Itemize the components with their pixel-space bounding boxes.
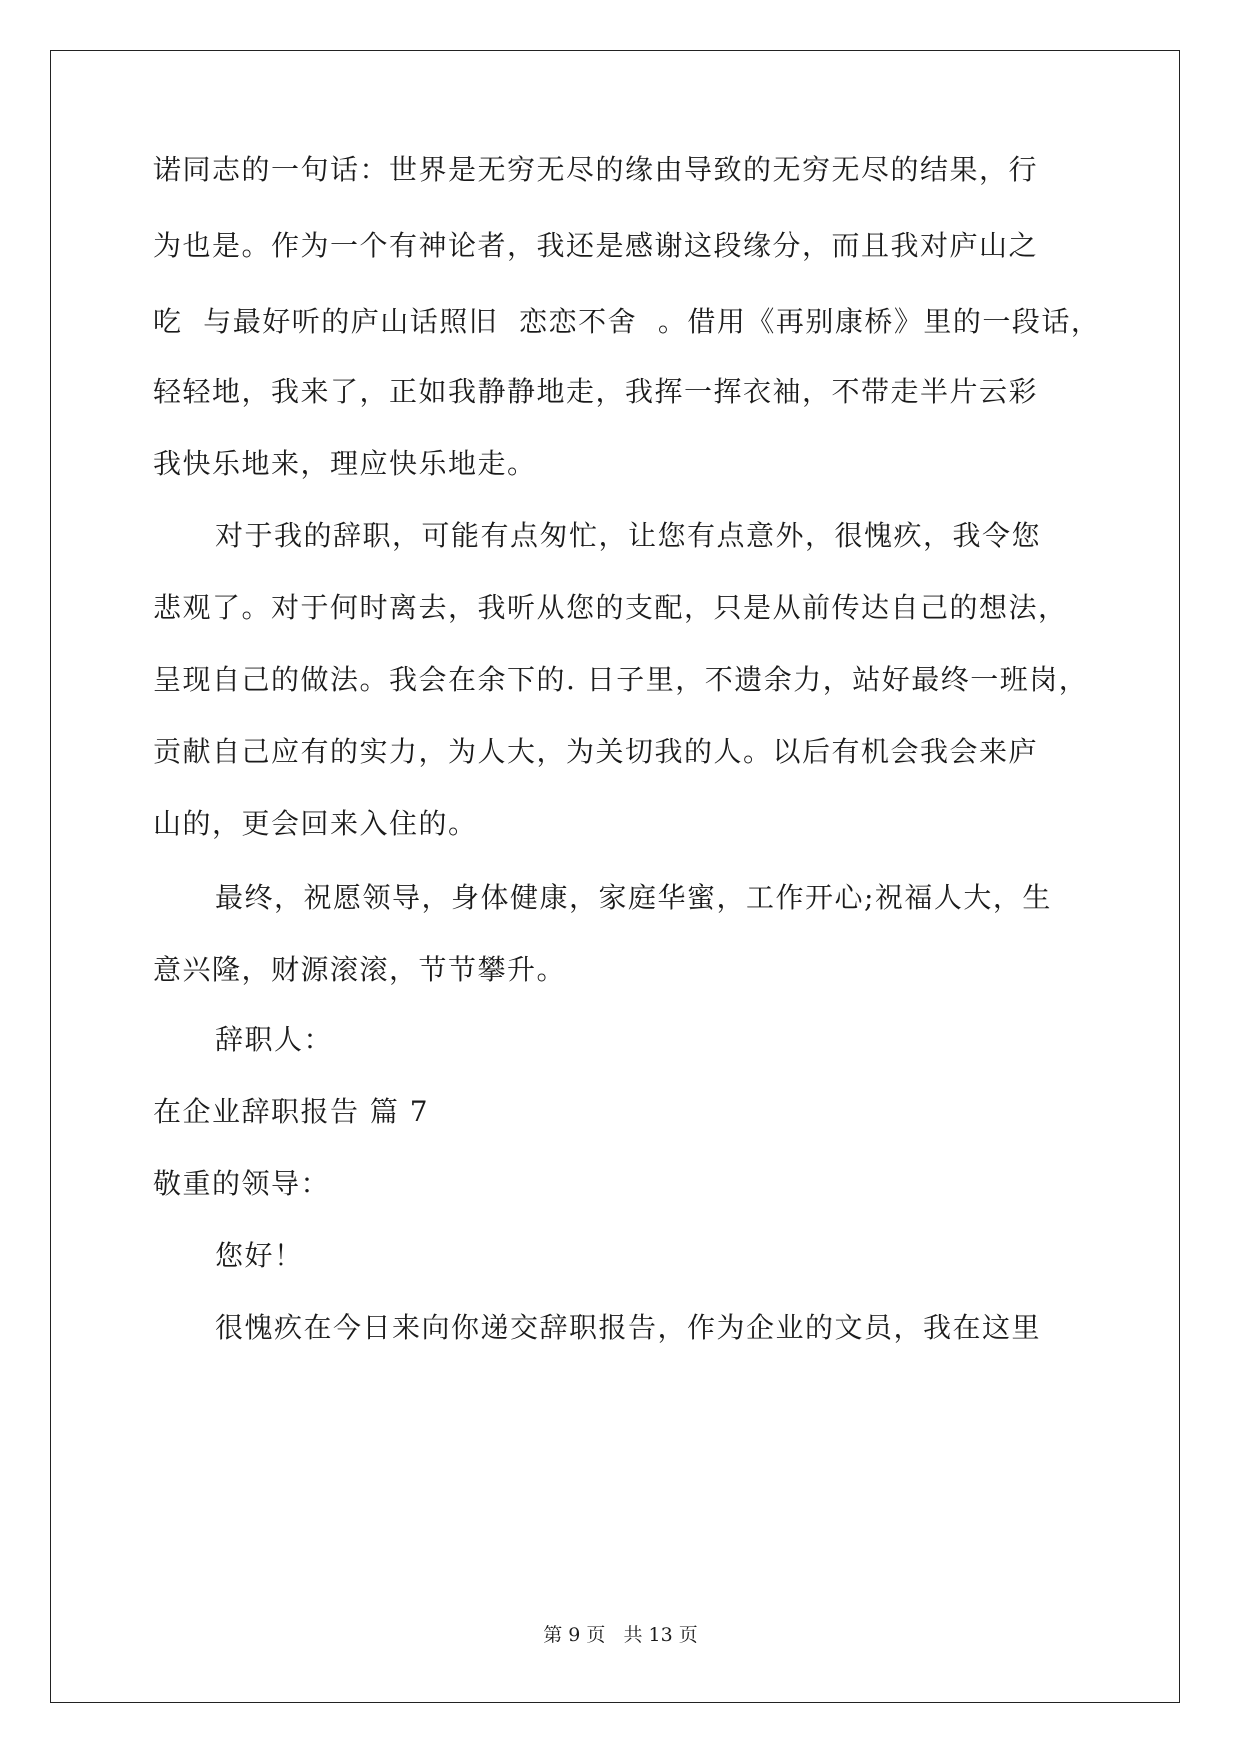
salutation: 敬重的领导： xyxy=(153,1167,331,1200)
body-line: 诺同志的一句话：世界是无穷无尽的缘由导致的无穷无尽的结果，行 xyxy=(153,153,1039,186)
page-border xyxy=(50,50,1180,1703)
body-line: 我快乐地来，理应快乐地走。 xyxy=(153,447,537,480)
body-line: 意兴隆，财源滚滚，节节攀升。 xyxy=(153,953,567,986)
body-line: 吃 与最好听的庐山话照旧 恋恋不舍 。借用《再别康桥》里的一段话， xyxy=(153,305,1101,338)
body-line: 为也是。作为一个有神论者，我还是感谢这段缘分，而且我对庐山之 xyxy=(153,229,1039,262)
body-line: 很愧疚在今日来向你递交辞职报告，作为企业的文员，我在这里 xyxy=(215,1311,1042,1344)
body-line: 轻轻地，我来了，正如我静静地走，我挥一挥衣袖，不带走半片云彩 xyxy=(153,375,1039,408)
section-heading: 在企业辞职报告 篇 7 xyxy=(153,1095,430,1128)
page-number: 第 9 页 共 13 页 xyxy=(543,1624,698,1646)
body-line: 对于我的辞职，可能有点匆忙，让您有点意外，很愧疚，我令您 xyxy=(215,519,1042,552)
body-line: 呈现自己的做法。我会在余下的. 日子里，不遗余力，站好最终一班岗， xyxy=(153,663,1089,696)
body-line: 最终，祝愿领导，身体健康，家庭华蜜，工作开心;祝福人大，生 xyxy=(215,881,1052,914)
body-line: 山的，更会回来入住的。 xyxy=(153,807,478,840)
greeting: 您好！ xyxy=(215,1239,304,1272)
body-line: 悲观了。对于何时离去，我听从您的支配，只是从前传达自己的想法， xyxy=(153,591,1068,624)
body-line: 贡献自己应有的实力，为人大，为关切我的人。以后有机会我会来庐 xyxy=(153,735,1039,768)
signature-label: 辞职人： xyxy=(215,1023,334,1056)
